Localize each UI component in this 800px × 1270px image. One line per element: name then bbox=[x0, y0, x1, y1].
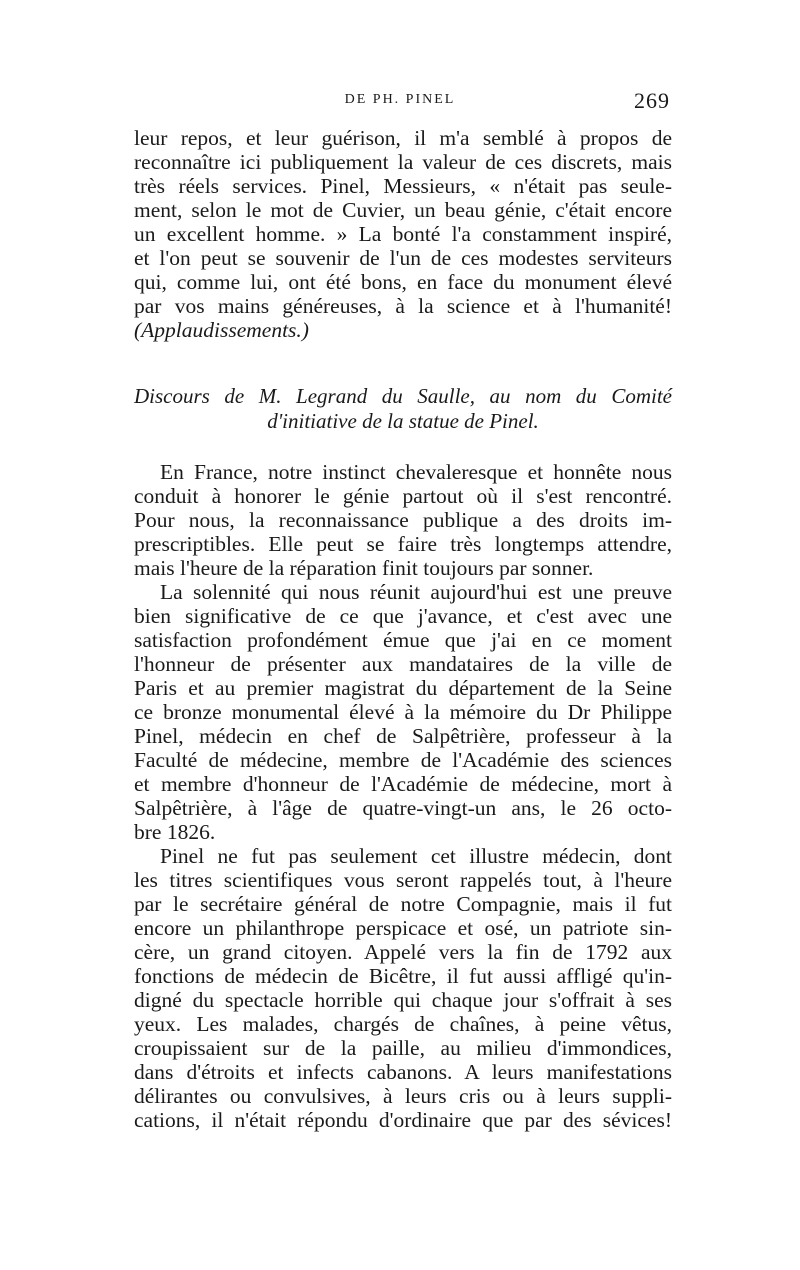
text-line: l'honneur de présenter aux mandataires de la ville de bbox=[134, 652, 672, 676]
text-line: ce bronze monumental élevé à la mémoire du Dr Philippe bbox=[134, 700, 672, 724]
text-line-applause: (Applaudissements.) bbox=[134, 318, 309, 342]
text-line: et l'on peut se souvenir de l'un de ces modestes serviteurs bbox=[134, 246, 672, 270]
text-line: En France, notre instinct chevaleresque et honnête nous bbox=[160, 460, 672, 484]
text-line: fonctions de médecin de Bicêtre, il fut aussi affligé qu'in- bbox=[134, 964, 672, 988]
paragraph-4 bbox=[134, 844, 672, 1132]
text-line: cère, un grand citoyen. Appelé vers la fin de 1792 aux bbox=[134, 940, 672, 964]
text-line: leur repos, et leur guérison, il m'a semblé à propos de bbox=[134, 126, 672, 150]
paragraph-3 bbox=[134, 580, 672, 844]
text-line: par vos mains généreuses, à la science et à l'humanité! bbox=[134, 294, 672, 318]
text-line: les titres scientifiques vous seront rappelés tout, à l'heure bbox=[134, 868, 672, 892]
text-line: et membre d'honneur de l'Académie de médecine, mort à bbox=[134, 772, 672, 796]
heading-line: d'initiative de la statue de Pinel. bbox=[267, 409, 539, 433]
paragraph-1 bbox=[134, 126, 672, 342]
text-line: dans d'étroits et infects cabanons. A leurs manifestations bbox=[134, 1060, 672, 1084]
text-line: yeux. Les malades, chargés de chaînes, à peine vêtus, bbox=[134, 1012, 672, 1036]
running-title: DE PH. PINEL bbox=[344, 92, 456, 107]
text-line: La solennité qui nous réunit aujourd'hui est une preuve bbox=[160, 580, 672, 604]
text-line: satisfaction profondément émue que j'ai en ce moment bbox=[134, 628, 672, 652]
text-line: Salpêtrière, à l'âge de quatre-vingt-un ans, le 26 octo- bbox=[134, 796, 672, 820]
text-line: par le secrétaire général de notre Compagnie, mais il fut bbox=[134, 892, 672, 916]
text-line: Pinel, médecin en chef de Salpêtrière, professeur à la bbox=[134, 724, 672, 748]
page-number: 269 bbox=[634, 88, 670, 113]
running-head bbox=[0, 88, 800, 118]
text-line: Pour nous, la reconnaissance publique a des droits im- bbox=[134, 508, 672, 532]
text-line: conduit à honorer le génie partout où il s'est rencontré. bbox=[134, 484, 672, 508]
text-line: cations, il n'était répondu d'ordinaire que par des sévices! bbox=[134, 1108, 672, 1132]
text-line: Faculté de médecine, membre de l'Académie des sciences bbox=[134, 748, 672, 772]
text-line: bien significative de ce que j'avance, et c'est avec une bbox=[134, 604, 672, 628]
text-line: ment, selon le mot de Cuvier, un beau génie, c'était encore bbox=[134, 198, 672, 222]
text-line: croupissaient sur de la paille, au milieu d'immondices, bbox=[134, 1036, 672, 1060]
text-line: Paris et au premier magistrat du département de la Seine bbox=[134, 676, 672, 700]
text-line: bre 1826. bbox=[134, 820, 216, 844]
text-line: qui, comme lui, ont été bons, en face du monument élevé bbox=[134, 270, 672, 294]
text-line: un excellent homme. » La bonté l'a constamment inspiré, bbox=[134, 222, 672, 246]
text-line: délirantes ou convulsives, à leurs cris ou à leurs suppli- bbox=[134, 1084, 672, 1108]
text-line: prescriptibles. Elle peut se faire très longtemps attendre, bbox=[134, 532, 672, 556]
text-line: digné du spectacle horrible qui chaque jour s'offrait à ses bbox=[134, 988, 672, 1012]
text-line: encore un philanthrope perspicace et osé, un patriote sin- bbox=[134, 916, 672, 940]
text-line: très réels services. Pinel, Messieurs, « n'était pas seule- bbox=[134, 174, 672, 198]
text-line: reconnaître ici publiquement la valeur de ces discrets, mais bbox=[134, 150, 672, 174]
text-line: mais l'heure de la réparation finit toujours par sonner. bbox=[134, 556, 594, 580]
text-line: Pinel ne fut pas seulement cet illustre médecin, dont bbox=[160, 844, 672, 868]
heading-line: Discours de M. Legrand du Saulle, au nom du Comité bbox=[134, 384, 672, 408]
paragraph-2 bbox=[134, 460, 672, 580]
section-heading bbox=[134, 384, 672, 434]
